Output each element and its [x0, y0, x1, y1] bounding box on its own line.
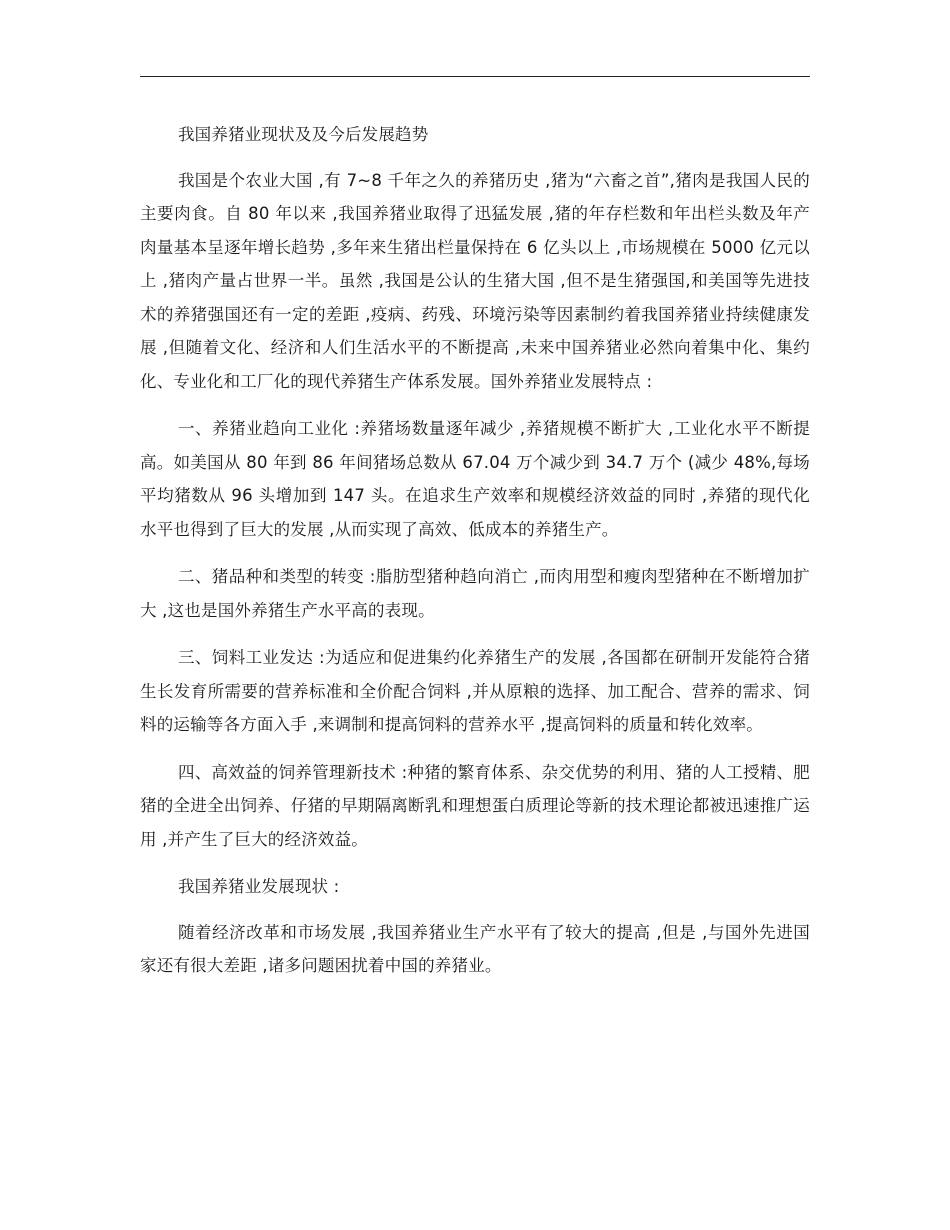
section-heading-domestic: 我国养猪业发展现状 : — [177, 877, 340, 896]
paragraph-point-2: 二、猪品种和类型的转变 :脂肪型猪种趋向消亡 ,而肉用型和瘦肉型猪种在不断增加扩大 ,这也是国外养猪生产水平高的表现。 — [140, 567, 810, 620]
paragraph-point-1: 一、养猪业趋向工业化 :养猪场数量逐年减少 ,养猪规模不断扩大 ,工业化水平不断提高。如美国从 80 年到 86 年间猪场总数从 67.04 万个减少到 34.7 万个 (减少 48%,每场平均猪数从 96 头增加到 147 头。在追求生产效率和规模经济效益的同时 ,养猪的现代化水平也得到了巨大的发展 ,从而实现了高效、低成本的养猪生产。 — [140, 419, 810, 539]
document-body — [140, 118, 810, 997]
header-rule — [140, 76, 810, 77]
paragraph-point-4: 四、高效益的饲养管理新技术 :种猪的繁育体系、杂交优势的利用、猪的人工授精、肥猪的全进全出饲养、仔猪的早期隔离断乳和理想蛋白质理论等新的技术理论都被迅速推广运用 ,并产生了巨大的经济效益。 — [140, 762, 810, 849]
document-title: 我国养猪业现状及及今后发展趋势 — [177, 125, 429, 144]
paragraph-point-3: 三、饲料工业发达 :为适应和促进集约化养猪生产的发展 ,各国都在研制开发能符合猪生长发育所需要的营养标准和全价配合饲料 ,并从原粮的选择、加工配合、营养的需求、饲料的运输等各方面入手 ,来调制和提高饲料的营养水平 ,提高饲料的质量和转化效率。 — [140, 648, 810, 734]
paragraph-domestic: 随着经济改革和市场发展 ,我国养猪业生产水平有了较大的提高 ,但是 ,与国外先进国家还有很大差距 ,诸多问题困扰着中国的养猪业。 — [140, 922, 810, 975]
paragraph-intro: 我国是个农业大国 ,有 7~8 千年之久的养猪历史 ,猪为“六畜之首”,猪肉是我国人民的主要肉食。自 80 年以来 ,我国养猪业取得了迅猛发展 ,猪的年存栏数和年出栏头数及年产肉量基本呈逐年增长趋势 ,多年来生猪出栏量保持在 6 亿头以上 ,市场规模在 5000 亿元以上 ,猪肉产量占世界一半。虽然 ,我国是公认的生猪大国 ,但不是生猪强国,和美国等先进技术的养猪强国还有一定的差距 ,疫病、药残、环境污染等因素制约着我国养猪业持续健康发展 ,但随着文化、经济和人们生活水平的不断提高 ,未来中国养猪业必然向着集中化、集约化、专业化和工厂化的现代养猪生产体系发展。国外养猪业发展特点 : — [140, 170, 810, 391]
